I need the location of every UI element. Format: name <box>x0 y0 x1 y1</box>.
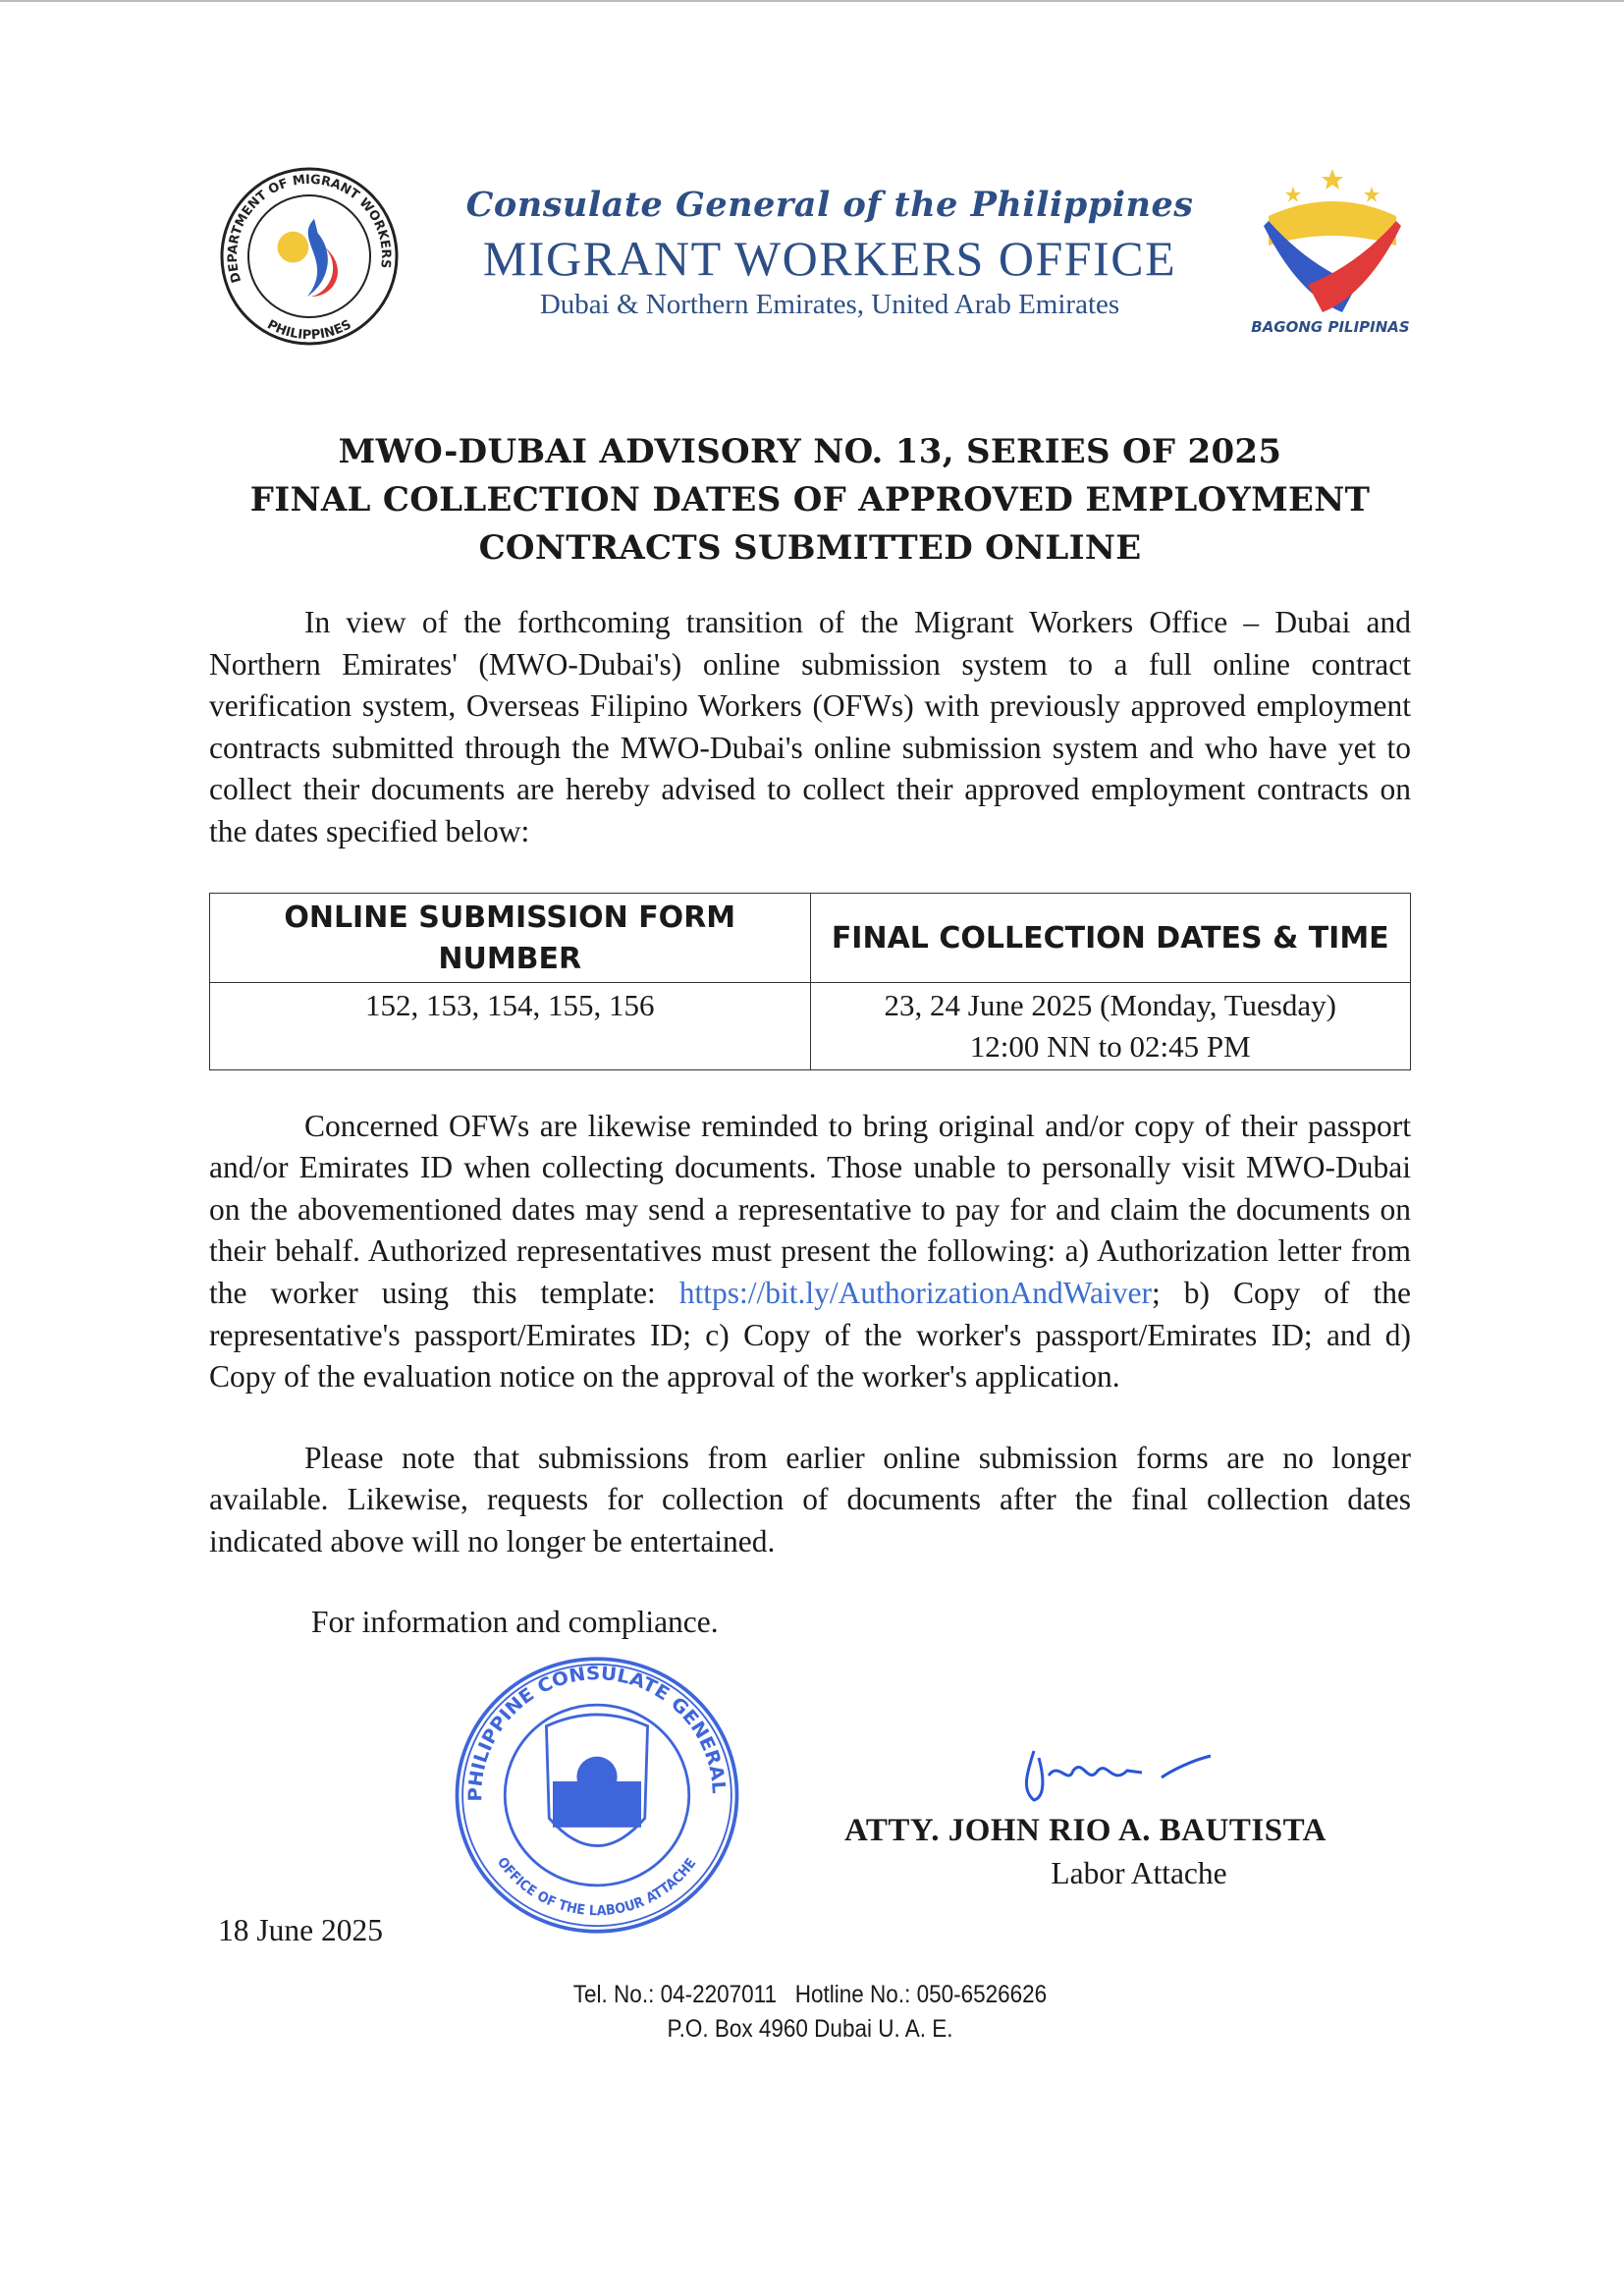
paragraph-text: Please note that submissions from earlier online submission forms are no longer available. Likewise, requests for collection of documents after the final collection dates indicated above will no longer be entertained. <box>209 1440 1411 1558</box>
paragraph-text: Concerned OFWs are likewise reminded to bring original and/or copy of their passport and/or Emirates ID when collecting documents. Those unable to personally visit MWO-Dubai on the abovementioned dates may send a representative to pay for and claim the documents on their behalf. Authorized representatives must present the following: a) Authorization letter from the worker using this template: <box>209 1108 1411 1310</box>
paragraph-text: ; b) Copy of the representative's passport/Emirates ID; c) Copy of the worker's passport/Emirates ID; and d) Copy of the evaluation notice on the approval of the worker's application. <box>209 1275 1411 1394</box>
title-line: MWO-DUBAI ADVISORY NO. 13, SERIES OF 2025 <box>338 432 1282 471</box>
column-header: FINAL COLLECTION DATES & TIME <box>810 893 1411 982</box>
bagong-pilipinas-logo <box>1249 167 1416 314</box>
consulate-stamp <box>450 1652 744 1939</box>
office-location: Dubai & Northern Emirates, United Arab Emirates <box>539 289 1120 320</box>
signature <box>1014 1746 1250 1807</box>
closing-line: For information and compliance. <box>311 1604 719 1639</box>
footer-address: P.O. Box 4960 Dubai U. A. E. <box>667 2014 953 2043</box>
advisory-title <box>196 428 1424 573</box>
signature-block <box>209 1648 1411 1954</box>
collection-date: 23, 24 June 2025 (Monday, Tuesday) <box>884 987 1336 1022</box>
advisory-body <box>209 428 1411 2047</box>
bagong-pilipinas-text: BAGONG PILIPINAS <box>1251 318 1410 336</box>
form-numbers-cell: 152, 153, 154, 155, 156 <box>210 982 811 1069</box>
paragraph-requirements <box>209 1106 1411 1398</box>
column-header: ONLINE SUBMISSION FORM NUMBER <box>210 893 811 982</box>
paragraph-intro <box>209 602 1411 853</box>
footer-phones: Tel. No.: 04-2207011 Hotline No.: 050-6526626 <box>572 1980 1048 2008</box>
footer-contact <box>269 1978 1351 2047</box>
signatory-name: ATTY. JOHN RIO A. BAUTISTA <box>844 1812 1327 1848</box>
collection-date-cell <box>810 982 1411 1069</box>
authorization-template-link[interactable]: https://bit.ly/AuthorizationAndWaiver <box>678 1275 1152 1310</box>
svg-text:OFFICE OF THE LABOUR ATTACHE: OFFICE OF THE LABOUR ATTACHE <box>493 1854 700 1919</box>
scan-edge <box>0 0 1624 2</box>
collection-time: 12:00 NN to 02:45 PM <box>969 1028 1251 1064</box>
table-header-row <box>210 893 1411 982</box>
dmw-logo <box>218 165 401 348</box>
paragraph-text: In view of the forthcoming transition of the Migrant Workers Office – Dubai and Northern Emirates' (MWO-Dubai's) online submission system to a full online contract verification system, Overseas Filipino Workers (OFWs) with previously approved employment contracts submitted through the MWO-Dubai's online submission system and who have yet to collect their documents are hereby advised to collect their approved employment contracts on the dates specified below: <box>209 605 1411 848</box>
signatory-position: Labor Attache <box>1051 1855 1227 1890</box>
title-line: CONTRACTS SUBMITTED ONLINE <box>478 528 1142 568</box>
table-row <box>210 982 1411 1069</box>
paragraph-note <box>209 1438 1411 1563</box>
svg-text:DEPARTMENT OF MIGRANT WORKERS: DEPARTMENT OF MIGRANT WORKERS <box>225 172 394 285</box>
advisory-date: 18 June 2025 <box>218 1912 383 1947</box>
title-line: FINAL COLLECTION DATES OF APPROVED EMPLOYMENT <box>249 480 1371 519</box>
svg-text:PHILIPPINES: PHILIPPINES <box>264 317 354 344</box>
consulate-name: Consulate General of the Philippines <box>465 185 1194 225</box>
collection-schedule-table <box>209 893 1411 1070</box>
office-name: MIGRANT WORKERS OFFICE <box>482 231 1177 286</box>
svg-text:PHILIPPINE CONSULATE GENERAL: PHILIPPINE CONSULATE GENERAL <box>465 1663 729 1802</box>
